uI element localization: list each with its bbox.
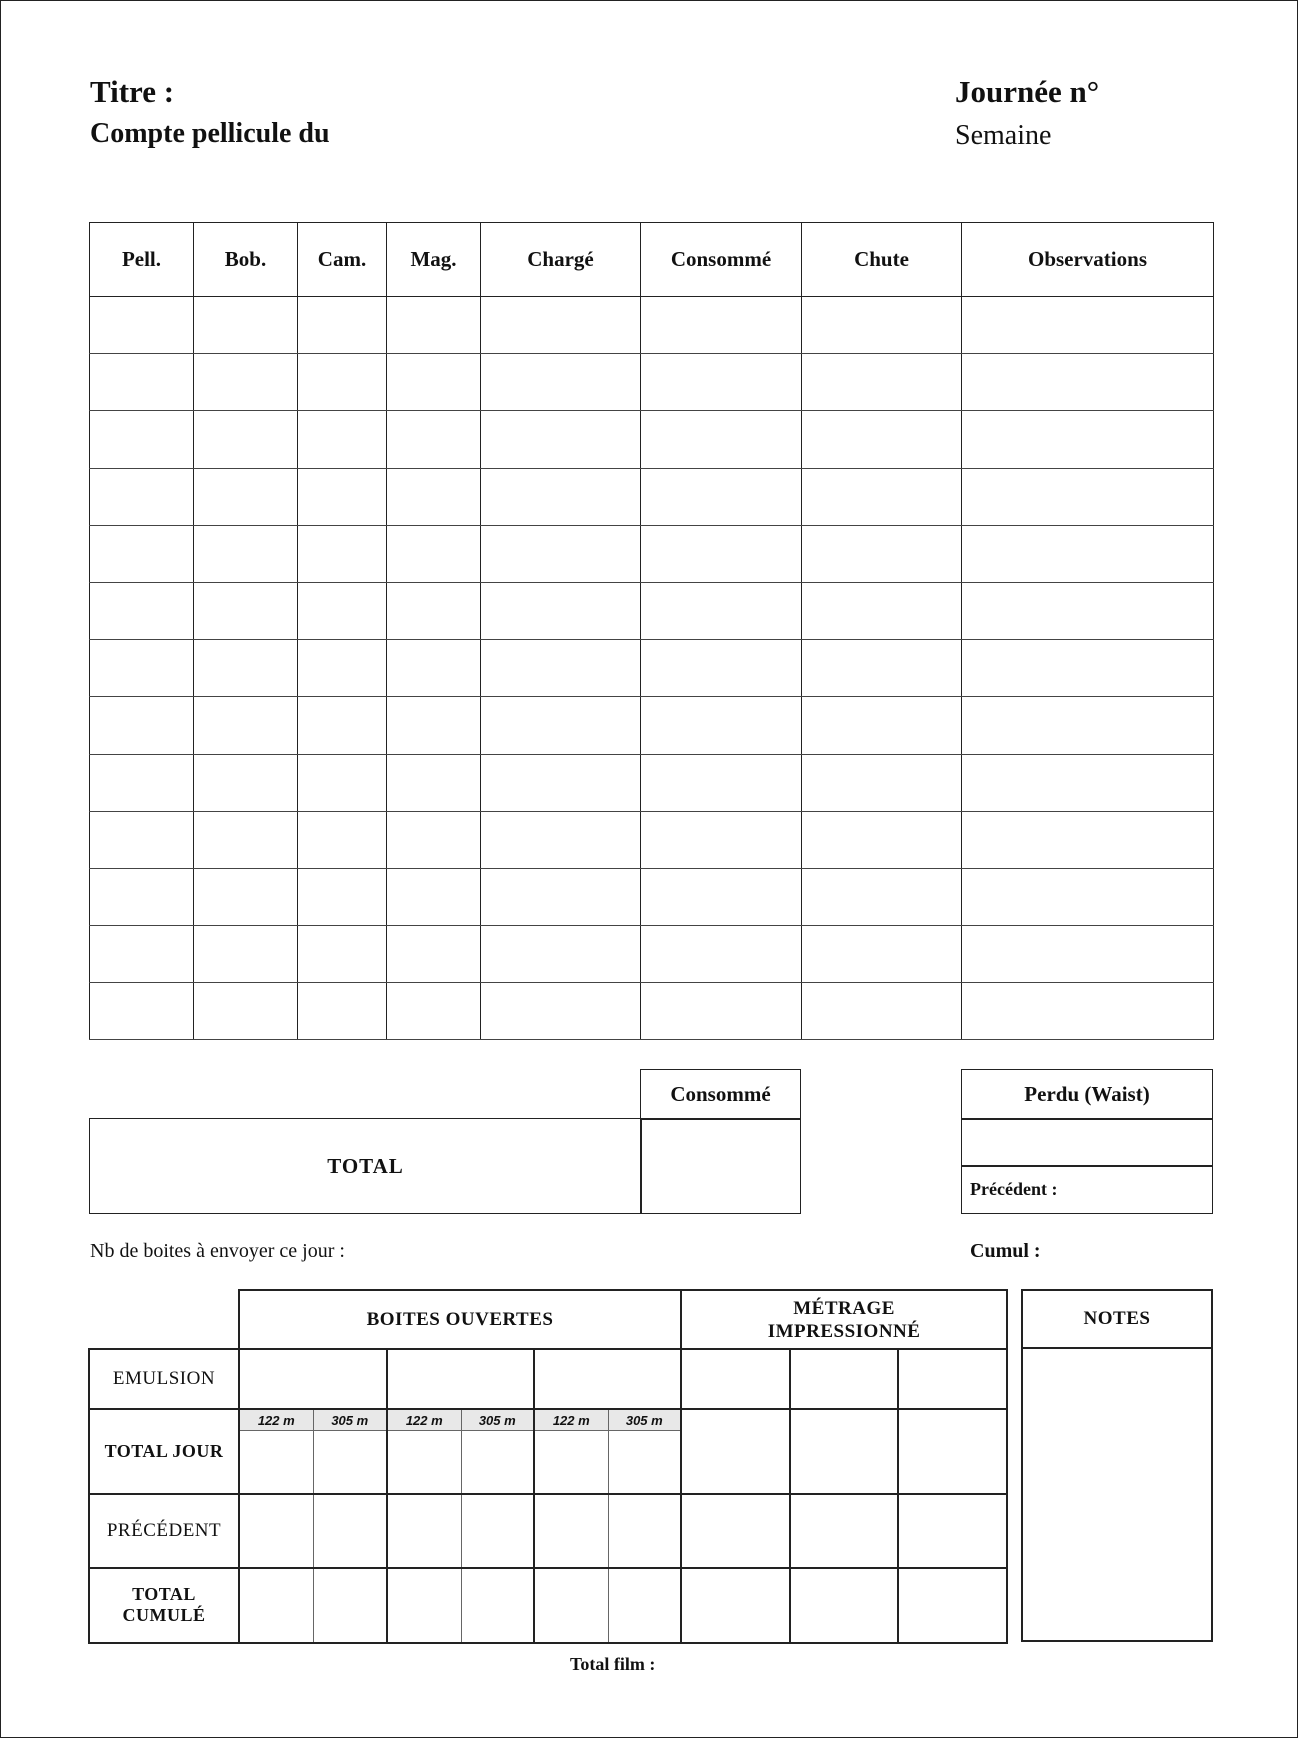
log-cell[interactable] [962, 354, 1214, 411]
log-cell[interactable] [641, 468, 802, 525]
day-number-label: Journée n° [955, 74, 1100, 109]
log-cell[interactable] [962, 297, 1214, 354]
week-label: Semaine [955, 120, 1052, 151]
log-cell[interactable] [194, 297, 298, 354]
log-cell[interactable] [194, 811, 298, 868]
table-row [90, 811, 1214, 868]
log-cell[interactable] [481, 468, 641, 525]
emulsion-footage-2[interactable] [790, 1349, 898, 1409]
cumul-cell-5[interactable] [534, 1568, 608, 1643]
table-row [90, 926, 1214, 983]
log-cell[interactable] [802, 582, 962, 639]
lost-previous-label: Précédent : [970, 1179, 1058, 1199]
log-cell[interactable] [962, 411, 1214, 468]
total-day-cell-6[interactable] [608, 1431, 681, 1494]
opened-boxes-header [239, 1290, 681, 1349]
emulsion-row [89, 1349, 1007, 1409]
total-cumul-row [89, 1568, 1007, 1643]
log-body [90, 297, 1214, 1040]
log-cell[interactable] [387, 354, 481, 411]
table-row [90, 868, 1214, 925]
log-cell[interactable] [298, 811, 387, 868]
log-cell[interactable] [90, 697, 194, 754]
log-cell[interactable] [387, 926, 481, 983]
total-day-footage-2[interactable] [790, 1409, 898, 1494]
log-cell[interactable] [387, 582, 481, 639]
previous-cell-3[interactable] [387, 1494, 461, 1568]
log-cell[interactable] [194, 582, 298, 639]
previous-footage-2[interactable] [790, 1494, 898, 1568]
log-cell[interactable] [90, 983, 194, 1040]
film-count-label: Compte pellicule du [90, 118, 330, 149]
log-cell[interactable] [387, 525, 481, 582]
log-cell[interactable] [387, 468, 481, 525]
cumul-label: Cumul : [970, 1240, 1041, 1262]
log-cell[interactable] [962, 468, 1214, 525]
log-cell[interactable] [387, 811, 481, 868]
col-cam: Cam. [298, 223, 387, 297]
table-row [90, 697, 1214, 754]
log-cell[interactable] [481, 926, 641, 983]
log-cell[interactable] [962, 754, 1214, 811]
log-cell[interactable] [641, 754, 802, 811]
log-cell[interactable] [802, 411, 962, 468]
printed-footage-header [681, 1290, 1007, 1349]
total-cumul-label [89, 1568, 239, 1643]
log-cell[interactable] [298, 582, 387, 639]
log-cell[interactable] [481, 811, 641, 868]
log-cell[interactable] [962, 811, 1214, 868]
log-cell[interactable] [298, 640, 387, 697]
total-day-cell-5[interactable] [534, 1431, 608, 1494]
notes-area[interactable] [1021, 1347, 1213, 1642]
log-cell[interactable] [962, 868, 1214, 925]
film-log-table [89, 222, 1214, 1040]
size-305-2: 305 m [461, 1409, 534, 1431]
log-cell[interactable] [481, 411, 641, 468]
log-cell[interactable] [802, 468, 962, 525]
table-row [90, 582, 1214, 639]
boxes-to-send-label: Nb de boites à envoyer ce jour : [90, 1240, 345, 1262]
table-row [90, 983, 1214, 1040]
log-cell[interactable] [298, 983, 387, 1040]
printed-footage-label-2: IMPRESSIONNÉ [767, 1320, 921, 1342]
emulsion-label: EMULSION [89, 1349, 239, 1409]
log-cell[interactable] [298, 868, 387, 925]
log-cell[interactable] [298, 468, 387, 525]
log-cell[interactable] [962, 640, 1214, 697]
table-row [90, 411, 1214, 468]
log-cell[interactable] [298, 754, 387, 811]
previous-cell-4[interactable] [461, 1494, 534, 1568]
table-row [90, 468, 1214, 525]
previous-label: PRÉCÉDENT [89, 1494, 239, 1568]
size-122-3: 122 m [534, 1409, 608, 1431]
log-cell[interactable] [298, 926, 387, 983]
log-cell[interactable] [481, 297, 641, 354]
log-cell[interactable] [641, 697, 802, 754]
log-cell[interactable] [90, 640, 194, 697]
log-cell[interactable] [194, 926, 298, 983]
total-day-cell-4[interactable] [461, 1431, 534, 1494]
previous-row [89, 1494, 1007, 1568]
log-cell[interactable] [90, 468, 194, 525]
log-cell[interactable] [387, 754, 481, 811]
table-row [90, 297, 1214, 354]
consumed-total-cell[interactable] [640, 1118, 801, 1214]
log-cell[interactable] [802, 640, 962, 697]
log-cell[interactable] [962, 697, 1214, 754]
log-cell[interactable] [641, 983, 802, 1040]
title-label: Titre : [90, 74, 175, 109]
total-day-cell-2[interactable] [313, 1431, 387, 1494]
lost-value-cell[interactable] [961, 1118, 1213, 1167]
log-cell[interactable] [962, 582, 1214, 639]
log-cell[interactable] [802, 697, 962, 754]
col-pell: Pell. [90, 223, 194, 297]
log-cell[interactable] [90, 354, 194, 411]
log-cell[interactable] [802, 868, 962, 925]
size-122-2: 122 m [387, 1409, 461, 1431]
printed-footage-label-1: MÉTRAGE [793, 1297, 895, 1319]
previous-footage-3[interactable] [898, 1494, 1007, 1568]
emulsion-cell-3[interactable] [534, 1349, 681, 1409]
cumul-cell-4[interactable] [461, 1568, 534, 1643]
log-cell[interactable] [90, 868, 194, 925]
log-cell[interactable] [641, 354, 802, 411]
table-row [90, 754, 1214, 811]
log-cell[interactable] [90, 926, 194, 983]
log-cell[interactable] [962, 525, 1214, 582]
log-cell[interactable] [641, 297, 802, 354]
log-cell[interactable] [802, 754, 962, 811]
cumul-footage-2[interactable] [790, 1568, 898, 1643]
log-cell[interactable] [641, 868, 802, 925]
log-cell[interactable] [298, 525, 387, 582]
emulsion-cell-1[interactable] [239, 1349, 387, 1409]
log-cell[interactable] [802, 926, 962, 983]
log-cell[interactable] [90, 582, 194, 639]
total-day-cell-3[interactable] [387, 1431, 461, 1494]
emulsion-footage-3[interactable] [898, 1349, 1007, 1409]
log-cell[interactable] [641, 582, 802, 639]
total-day-cell-1[interactable] [239, 1431, 313, 1494]
log-cell[interactable] [641, 411, 802, 468]
previous-cell-5[interactable] [534, 1494, 608, 1568]
log-cell[interactable] [90, 811, 194, 868]
log-cell[interactable] [194, 468, 298, 525]
cumul-footage-3[interactable] [898, 1568, 1007, 1643]
log-cell[interactable] [481, 640, 641, 697]
log-cell[interactable] [298, 297, 387, 354]
log-cell[interactable] [481, 354, 641, 411]
log-cell[interactable] [194, 525, 298, 582]
log-cell[interactable] [802, 525, 962, 582]
log-cell[interactable] [481, 754, 641, 811]
log-cell[interactable] [90, 411, 194, 468]
previous-cell-1[interactable] [239, 1494, 313, 1568]
consumed-header: Consommé [640, 1069, 801, 1120]
emulsion-cell-2[interactable] [387, 1349, 534, 1409]
log-cell[interactable] [387, 297, 481, 354]
size-122-1: 122 m [239, 1409, 313, 1431]
log-cell[interactable] [962, 926, 1214, 983]
log-cell[interactable] [481, 983, 641, 1040]
total-label: TOTAL [89, 1118, 642, 1214]
log-cell[interactable] [641, 640, 802, 697]
total-film-label: Total film : [570, 1654, 656, 1674]
emulsion-footage-1[interactable] [681, 1349, 790, 1409]
log-cell[interactable] [90, 297, 194, 354]
log-cell[interactable] [481, 525, 641, 582]
log-cell[interactable] [194, 697, 298, 754]
opened-boxes-label: BOITES OUVERTES [366, 1308, 554, 1330]
col-charge: Chargé [481, 223, 641, 297]
log-header-row [90, 223, 1214, 297]
log-cell[interactable] [481, 868, 641, 925]
previous-cell-6[interactable] [608, 1494, 681, 1568]
log-cell[interactable] [802, 354, 962, 411]
previous-footage-1[interactable] [681, 1494, 790, 1568]
cumul-footage-1[interactable] [681, 1568, 790, 1643]
lost-previous-cell[interactable] [961, 1165, 1213, 1214]
log-cell[interactable] [298, 697, 387, 754]
log-cell[interactable] [802, 811, 962, 868]
log-cell[interactable] [641, 811, 802, 868]
stock-table [88, 1289, 1008, 1644]
log-cell[interactable] [387, 411, 481, 468]
log-cell[interactable] [387, 697, 481, 754]
log-cell[interactable] [194, 868, 298, 925]
log-cell[interactable] [641, 525, 802, 582]
total-cumul-label-1: TOTAL [132, 1584, 196, 1604]
col-bob: Bob. [194, 223, 298, 297]
col-observations: Observations [962, 223, 1214, 297]
log-cell[interactable] [298, 411, 387, 468]
log-cell[interactable] [387, 640, 481, 697]
log-cell[interactable] [802, 983, 962, 1040]
total-day-footage-3[interactable] [898, 1409, 1007, 1494]
log-cell[interactable] [481, 582, 641, 639]
log-cell[interactable] [194, 640, 298, 697]
lost-header: Perdu (Waist) [961, 1069, 1213, 1120]
table-row [90, 354, 1214, 411]
col-chute: Chute [802, 223, 962, 297]
log-cell[interactable] [802, 297, 962, 354]
col-consomme: Consommé [641, 223, 802, 297]
cumul-cell-6[interactable] [608, 1568, 681, 1643]
cumul-cell-2[interactable] [313, 1568, 387, 1643]
table-row [90, 640, 1214, 697]
cumul-cell-1[interactable] [239, 1568, 313, 1643]
total-day-footage-1[interactable] [681, 1409, 790, 1494]
total-day-label: TOTAL JOUR [89, 1409, 239, 1494]
log-cell[interactable] [298, 354, 387, 411]
log-cell[interactable] [387, 868, 481, 925]
log-cell[interactable] [194, 411, 298, 468]
size-305-1: 305 m [313, 1409, 387, 1431]
log-cell[interactable] [90, 525, 194, 582]
notes-header: NOTES [1021, 1289, 1213, 1349]
cumul-cell-3[interactable] [387, 1568, 461, 1643]
total-cumul-label-2: CUMULÉ [122, 1605, 206, 1625]
log-cell[interactable] [194, 754, 298, 811]
col-mag: Mag. [387, 223, 481, 297]
log-cell[interactable] [194, 354, 298, 411]
previous-cell-2[interactable] [313, 1494, 387, 1568]
log-cell[interactable] [387, 983, 481, 1040]
log-cell[interactable] [194, 983, 298, 1040]
size-305-3: 305 m [608, 1409, 681, 1431]
log-cell[interactable] [962, 983, 1214, 1040]
log-cell[interactable] [90, 754, 194, 811]
log-cell[interactable] [641, 926, 802, 983]
table-row [90, 525, 1214, 582]
size-row [89, 1409, 1007, 1431]
stock-header-row [89, 1290, 1007, 1349]
log-cell[interactable] [481, 697, 641, 754]
